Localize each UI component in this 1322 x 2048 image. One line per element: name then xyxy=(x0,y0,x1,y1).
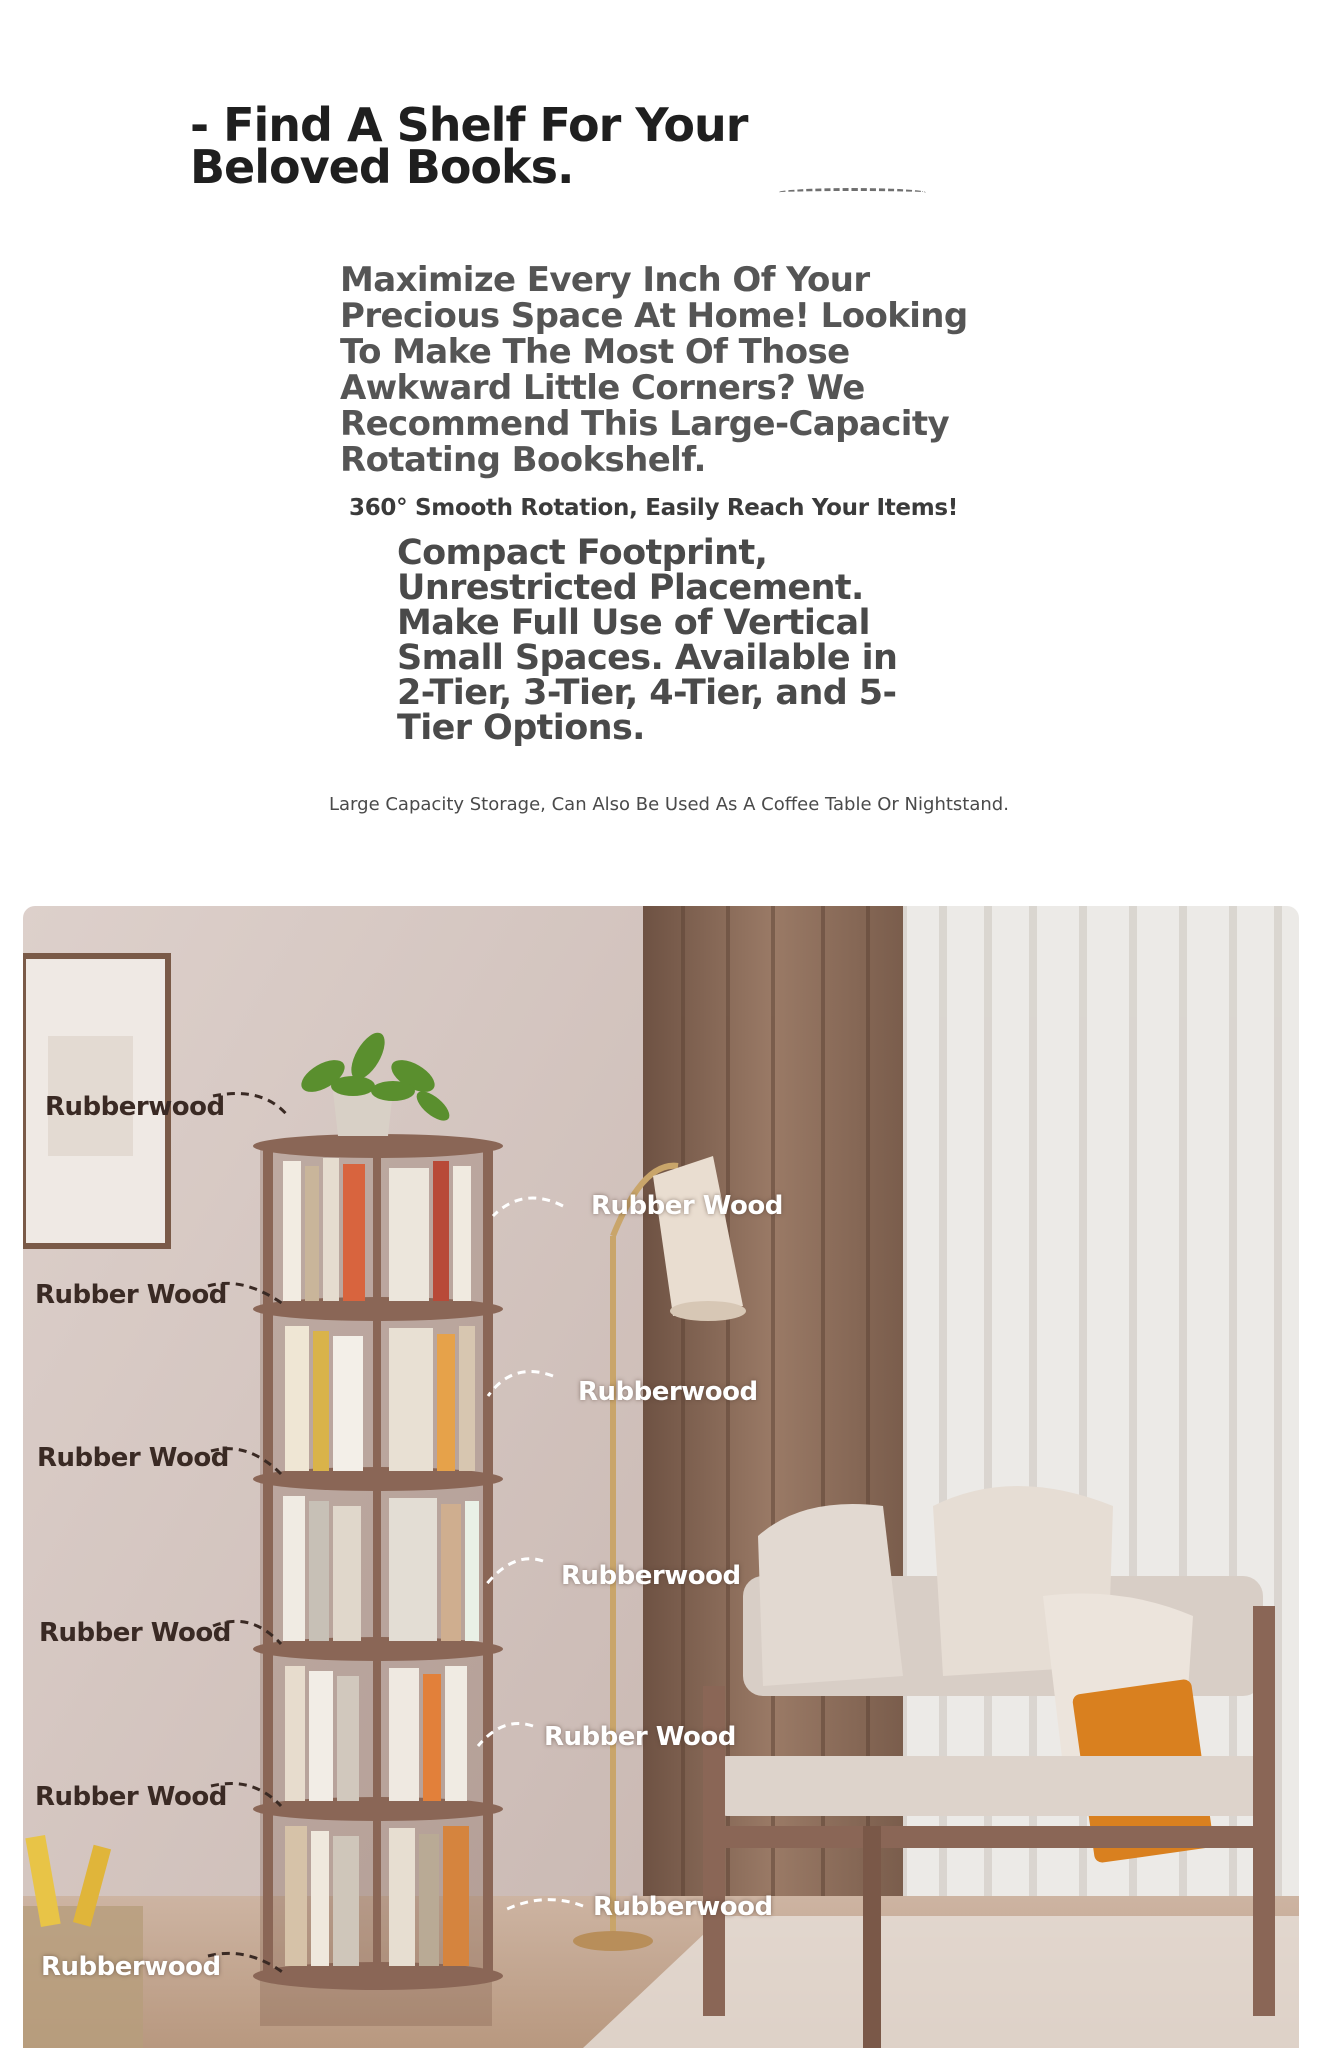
intro-paragraph: Maximize Every Inch Of Your Precious Space At Home! Looking To Make The Most Of Those Awkward Little Corners? We Recommend This Large-Capacity Rotating Bookshelf. xyxy=(340,260,968,480)
material-callout: Rubber Wood xyxy=(544,1722,736,1752)
rotating-bookshelf xyxy=(253,1027,503,2026)
headline: - Find A Shelf For Your Beloved Books. xyxy=(190,98,748,194)
dashed-decoration xyxy=(778,188,926,197)
material-callout: Rubberwood xyxy=(578,1377,758,1407)
compact-feature-text: Compact Footprint, Unrestricted Placement. Make Full Use of Vertical Small Spaces. Available in 2-Tier, 3-Tier, 4-Tier, and 5-Tier Options. xyxy=(397,533,898,748)
material-callout: Rubber Wood xyxy=(35,1280,227,1310)
material-callout: Rubber Wood xyxy=(35,1782,227,1812)
material-callout: Rubber Wood xyxy=(39,1618,231,1648)
material-callout: Rubberwood xyxy=(561,1561,741,1591)
material-callout: Rubberwood xyxy=(45,1092,225,1122)
material-callout: Rubberwood xyxy=(41,1952,221,1982)
material-callout: Rubber Wood xyxy=(591,1191,783,1221)
material-callout: Rubberwood xyxy=(593,1892,773,1922)
room-illustration xyxy=(23,906,1299,2048)
rotation-feature-text: 360° Smooth Rotation, Easily Reach Your Items! xyxy=(349,495,958,521)
material-callout: Rubber Wood xyxy=(37,1443,229,1473)
product-scene-image xyxy=(23,906,1299,2048)
storage-feature-text: Large Capacity Storage, Can Also Be Used As A Coffee Table Or Nightstand. xyxy=(329,794,1009,815)
